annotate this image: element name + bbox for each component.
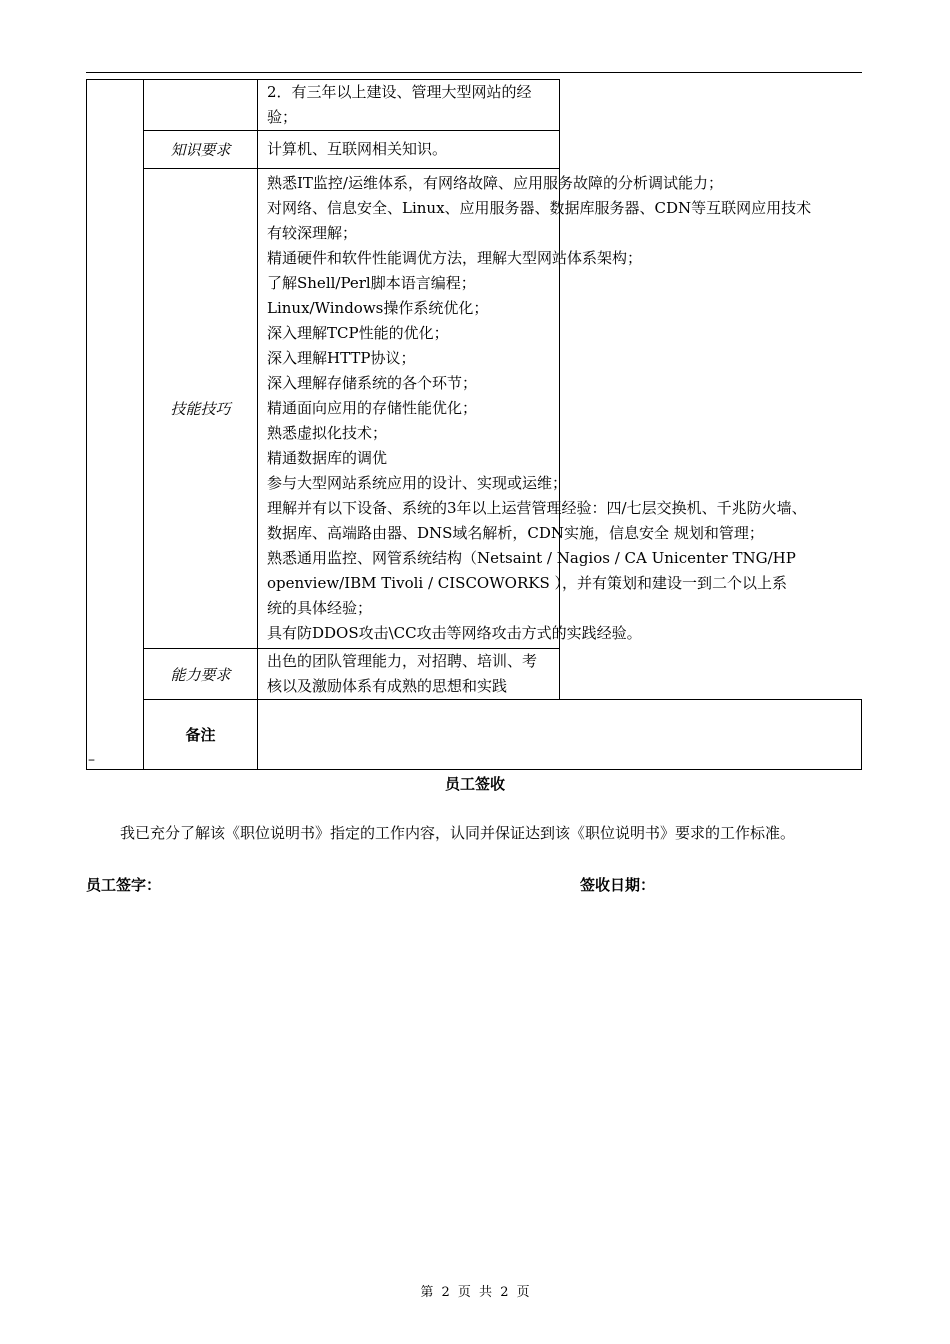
merged-left-cell (87, 80, 144, 770)
skills-label: 技能技巧 (144, 169, 258, 649)
experience-text: 2．有三年以上建设、管理大型网站的经验； (258, 80, 560, 131)
requirements-table (86, 79, 862, 770)
skill-line: 统的具体经验； (267, 599, 373, 617)
table-row-ability (87, 649, 862, 700)
skill-line: openview/IBM Tivoli / CISCOWORKS ），并有策划和建设一到二个以上系 (267, 574, 787, 592)
signoff-statement: 我已充分了解该《职位说明书》指定的工作内容，认同并保证达到该《职位说明书》要求的工作标准。 (120, 824, 796, 842)
skills-list (258, 169, 812, 649)
sign-date-label: 签收日期： (580, 876, 656, 894)
skill-line: 理解并有以下设备、系统的3年以上运营管理经验：四/七层交换机、千兆防火墙、 (267, 499, 807, 517)
skill-line: 精通数据库的调优 (267, 449, 388, 467)
skill-line: 深入理解TCP性能的优化； (267, 324, 449, 342)
table-row-remarks (87, 700, 862, 770)
skill-line: 有较深理解； (267, 224, 358, 242)
signature-label: 员工签字： (86, 876, 162, 894)
skill-line: 数据库、高端路由器、DNS域名解析，CDN实施，信息安全 规划和管理； (267, 524, 764, 542)
skill-line: 熟悉通用监控、网管系统结构（Netsaint / Nagios / CA Unicenter TNG/HP (267, 549, 796, 567)
table-row-knowledge (87, 131, 862, 169)
page-footer: 第 2 页 共 2 页 (420, 1285, 530, 1300)
skill-line: 深入理解HTTP协议； (267, 349, 416, 367)
skill-line: 了解Shell/Perl脚本语言编程； (267, 274, 476, 292)
skill-line: 熟悉虚拟化技术； (267, 424, 388, 442)
remarks-field[interactable] (258, 700, 862, 770)
skill-line: 具有防DDOS攻击\CC攻击等网络攻击方式的实践经验。 (267, 624, 642, 642)
knowledge-text: 计算机、互联网相关知识。 (258, 131, 560, 169)
skill-line: 精通硬件和软件性能调优方法，理解大型网站体系架构； (267, 249, 643, 267)
table-row-skills (87, 169, 862, 649)
skill-line: 深入理解存储系统的各个环节； (267, 374, 478, 392)
table-row-experience (87, 80, 862, 131)
skill-line: 参与大型网站系统应用的设计、实现或运维； (267, 474, 568, 492)
remarks-label: 备注 (144, 700, 258, 770)
knowledge-label: 知识要求 (144, 131, 258, 169)
empty-label-cell (144, 80, 258, 131)
skill-line: 对网络、信息安全、Linux、应用服务器、数据库服务器、CDN等互联网应用技术 (267, 199, 812, 217)
skill-line: 精通面向应用的存储性能优化； (267, 399, 478, 417)
dash-mark: – (88, 752, 95, 768)
ability-text: 出色的团队管理能力，对招聘、培训、考核以及激励体系有成熟的思想和实践 (258, 649, 560, 700)
skill-line: 熟悉IT监控/运维体系，有网络故障、应用服务故障的分析调试能力； (267, 174, 723, 192)
top-rule (86, 72, 862, 73)
ability-label: 能力要求 (144, 649, 258, 700)
skill-line: Linux/Windows操作系统优化； (267, 299, 489, 317)
signoff-title: 员工签收 (444, 775, 505, 793)
